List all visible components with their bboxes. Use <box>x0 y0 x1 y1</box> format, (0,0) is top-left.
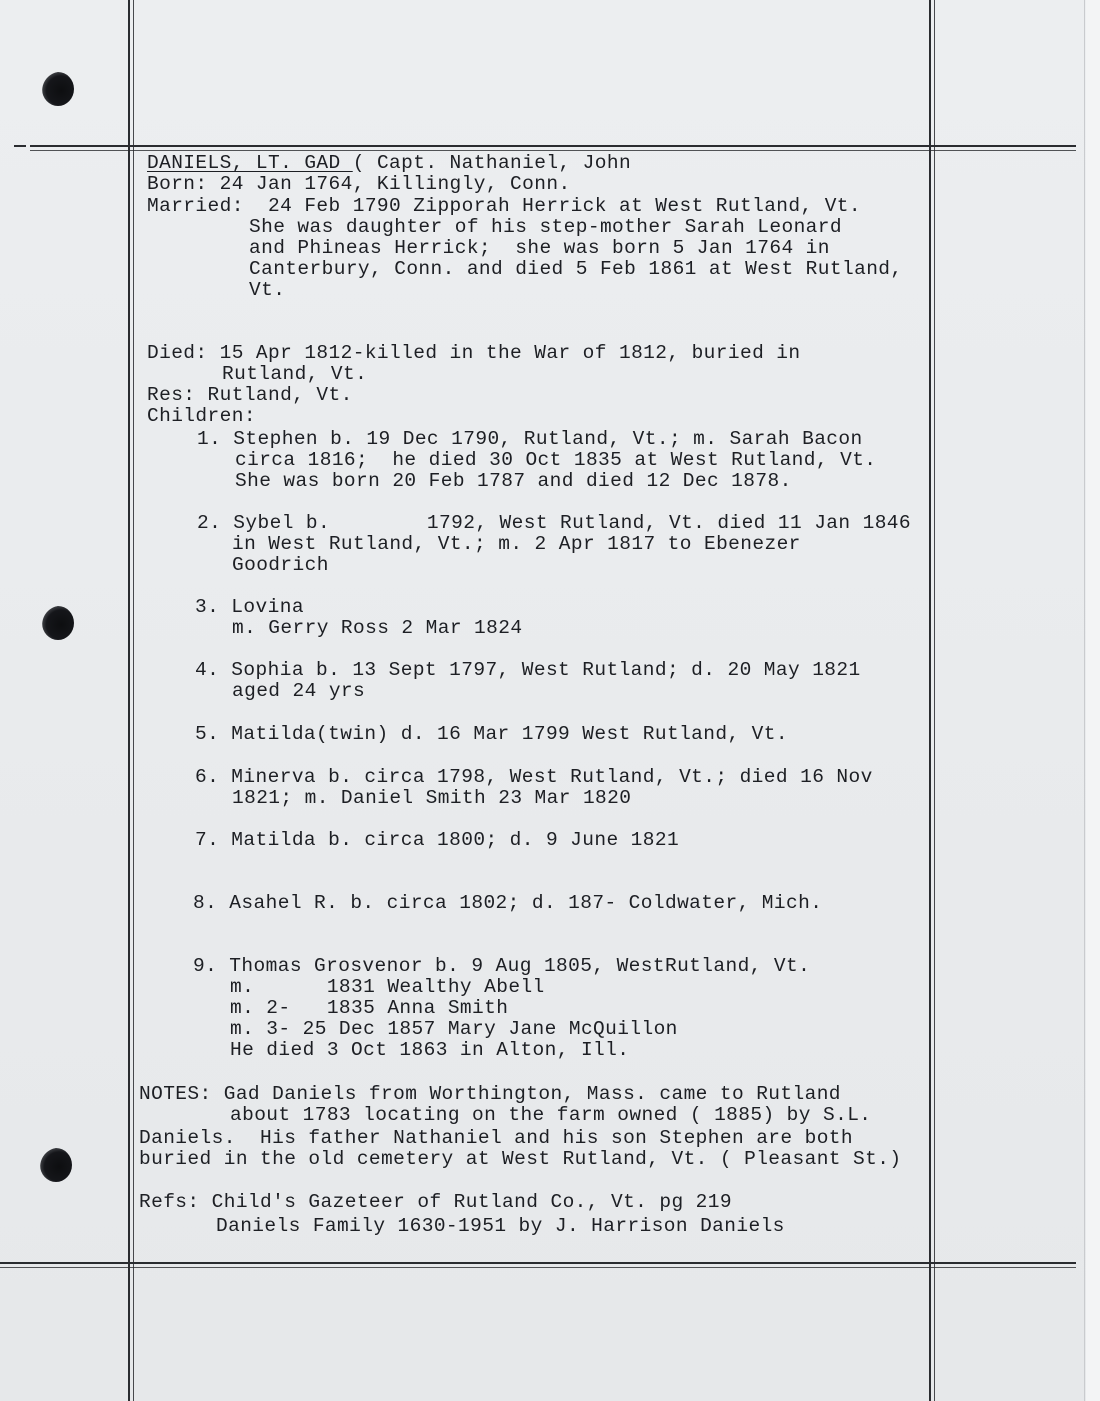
child-entry: circa 1816; he died 30 Oct 1835 at West Rutland, Vt. <box>235 449 877 471</box>
margin-rule <box>934 0 935 1401</box>
child-entry: m. Gerry Ross 2 Mar 1824 <box>232 617 523 639</box>
child-entry: 9. Thomas Grosvenor b. 9 Aug 1805, WestRutland, Vt. <box>193 955 811 977</box>
child-entry: She was born 20 Feb 1787 and died 12 Dec 1878. <box>235 470 792 492</box>
child-entry: in West Rutland, Vt.; m. 2 Apr 1817 to Ebenezer <box>232 533 801 555</box>
record-parents: ( Capt. Nathaniel, John <box>352 152 632 174</box>
died-line: Died: 15 Apr 1812-killed in the War of 1812, buried in <box>147 342 801 364</box>
punch-hole <box>40 1148 72 1182</box>
married-line: She was daughter of his step-mother Sarah Leonard <box>249 216 842 238</box>
child-entry: He died 3 Oct 1863 in Alton, Ill. <box>230 1039 630 1061</box>
record-name: DANIELS, LT. GAD <box>147 152 353 174</box>
notes-line: buried in the old cemetery at West Rutland, Vt. ( Pleasant St.) <box>139 1148 902 1170</box>
child-entry: aged 24 yrs <box>232 680 366 702</box>
paper-edge <box>1086 0 1100 1401</box>
header-rule <box>30 150 1076 151</box>
child-entry: 4. Sophia b. 13 Sept 1797, West Rutland; d. 20 May 1821 <box>195 659 861 681</box>
child-entry: m. 2- 1835 Anna Smith <box>230 997 509 1019</box>
died-line: Rutland, Vt. <box>222 363 368 385</box>
married-line: Married: 24 Feb 1790 Zipporah Herrick at West Rutland, Vt. <box>147 195 862 217</box>
born-line: Born: 24 Jan 1764, Killingly, Conn. <box>147 173 571 195</box>
paper-edge-shadow <box>1084 0 1085 1401</box>
child-entry: 1. Stephen b. 19 Dec 1790, Rutland, Vt.; m. Sarah Bacon <box>197 428 863 450</box>
child-entry: 3. Lovina <box>195 596 304 618</box>
header-rule <box>14 145 26 147</box>
margin-rule <box>133 0 134 1401</box>
child-entry: Goodrich <box>232 554 329 576</box>
punch-hole <box>42 72 74 106</box>
child-entry: m. 1831 Wealthy Abell <box>230 976 545 998</box>
margin-rule <box>128 0 130 1401</box>
header-rule <box>30 145 1076 147</box>
married-line: Vt. <box>249 279 286 301</box>
notes-line: NOTES: Gad Daniels from Worthington, Mass. came to Rutland <box>139 1083 841 1105</box>
punch-hole <box>42 606 74 640</box>
footer-rule <box>0 1267 1076 1268</box>
child-entry: 7. Matilda b. circa 1800; d. 9 June 1821 <box>195 829 680 851</box>
notes-line: about 1783 locating on the farm owned ( 1885) by S.L. <box>230 1104 872 1126</box>
margin-rule <box>929 0 931 1401</box>
child-entry: 2. Sybel b. 1792, West Rutland, Vt. died 11 Jan 1846 <box>197 512 912 534</box>
child-entry: 1821; m. Daniel Smith 23 Mar 1820 <box>232 787 632 809</box>
refs-line: Daniels Family 1630-1951 by J. Harrison Daniels <box>216 1215 785 1237</box>
footer-rule <box>0 1262 1076 1264</box>
child-entry: 6. Minerva b. circa 1798, West Rutland, Vt.; died 16 Nov <box>195 766 873 788</box>
children-label: Children: <box>147 405 256 427</box>
record-heading <box>147 153 631 173</box>
child-entry: 8. Asahel R. b. circa 1802; d. 187- Coldwater, Mich. <box>193 892 823 914</box>
child-entry: 5. Matilda(twin) d. 16 Mar 1799 West Rutland, Vt. <box>195 723 788 745</box>
married-line: Canterbury, Conn. and died 5 Feb 1861 at West Rutland, <box>249 258 903 280</box>
married-line: and Phineas Herrick; she was born 5 Jan 1764 in <box>249 237 830 259</box>
refs-line: Refs: Child's Gazeteer of Rutland Co., Vt. pg 219 <box>139 1191 732 1213</box>
child-entry: m. 3- 25 Dec 1857 Mary Jane McQuillon <box>230 1018 678 1040</box>
notes-line: Daniels. His father Nathaniel and his son Stephen are both <box>139 1127 854 1149</box>
residence-line: Res: Rutland, Vt. <box>147 384 353 406</box>
